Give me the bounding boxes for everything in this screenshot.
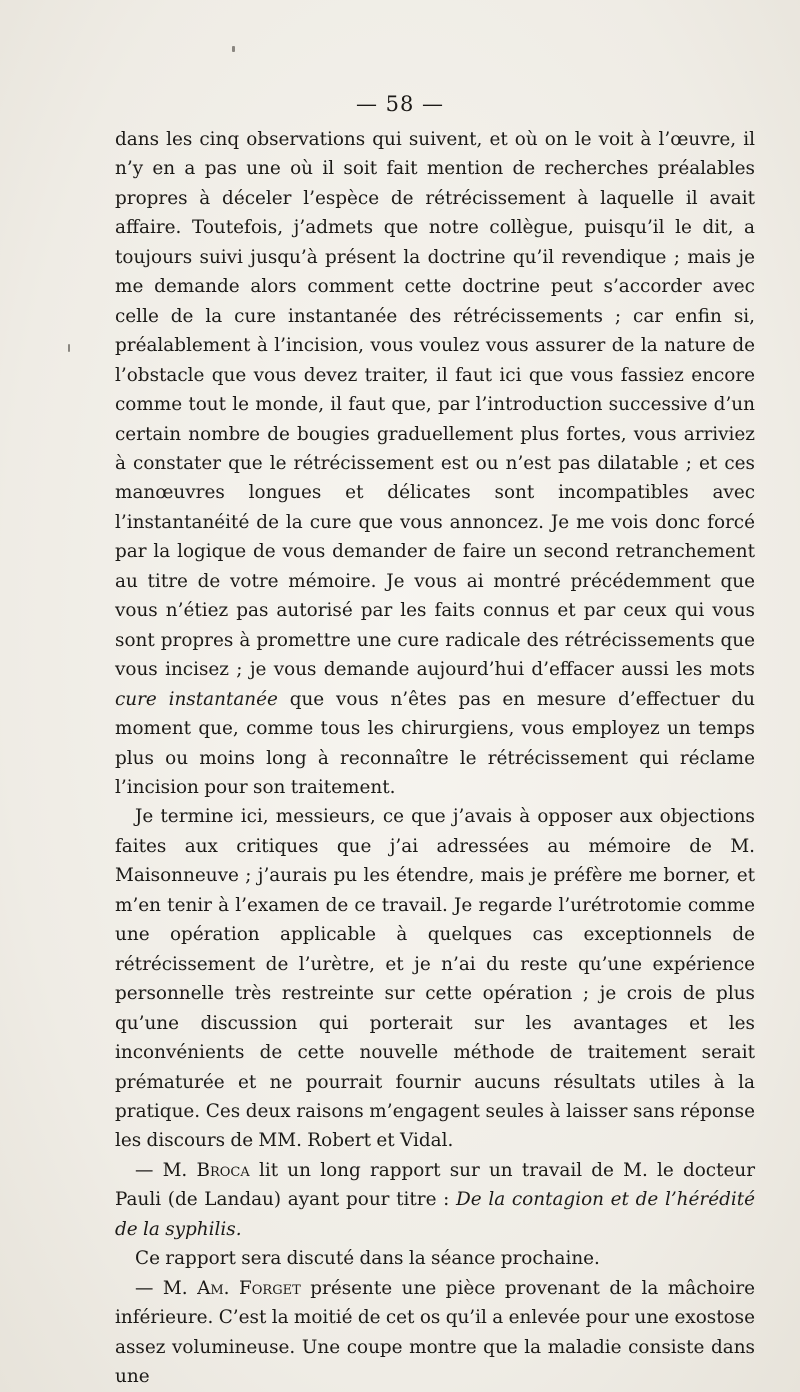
page-number: — 58 — [355,92,445,116]
paragraph: dans les cinq observations qui suivent, et où on le voit à l’œuvre, il n’y en a pas une où il soit fait mention de recherches préalables propres à déceler l’espèce de rétrécissement à laquelle il avait affaire. Toutefois, j’admets que notre collègue, puisqu’il le dit, a toujours suivi jusqu’à présent la doctrine qu’il revendique ; mais je me demande alors comment cette doctrine peut s’accorder avec celle de la cure instantanée des rétrécissements ; car enfin si, préalablement à l’incision, vous voulez vous assurer de la nature de l’obstacle que vous devez traiter, il faut ici que vous fassiez encore comme tout le monde, il faut que, par l’introduction successive d’un certain nombre de bougies graduellement plus fortes, vous arriviez à constater que le rétrécissement est ou n’est pas dilatable ; et ces manœuvres longues et délicates sont incompatibles avec l’instantanéité de la cure que vous annoncez. Je me vois donc forcé par la logique de vous demander de faire un second retranchement au titre de votre mémoire. Je vous ai montré précédemment que vous n’étiez pas autorisé par les faits connus et par ceux qui vous sont propres à promettre une cure radicale des rétrécissements que vous incisez ; je vous demande aujourd’hui d’effacer aussi les mots cure instantanée que vous n’êtes pas en mesure d’effectuer du moment que, comme tous les chirurgiens, vous employez un temps plus ou moins long à reconnaître le rétrécissement qui réclame l’incision pour son traitement. [115,129,755,798]
ink-speck [232,46,235,52]
speaker-name: Broca [196,1159,250,1181]
paragraph: Ce rapport sera discuté dans la séance prochaine. [135,1248,600,1270]
body-text [115,125,755,1391]
paragraph: — M. Am. Forget présente une pièce provenant de la mâchoire inférieure. C’est la moitié de cet os qu’il a enlevée pour une exostose assez volumineuse. Une coupe montre que la maladie consiste dans une [115,1277,755,1388]
paragraph: — M. Broca lit un long rapport sur un travail de M. le docteur Pauli (de Landau) ayant pour titre : De la contagion et de l’hérédité de la syphilis. [115,1159,755,1240]
speaker-name: Am. Forget [197,1277,301,1299]
italic-phrase: cure instantanée [115,688,278,710]
ink-speck [68,344,70,352]
work-title: De la contagion et de l’hérédité de la syphilis. [115,1189,755,1240]
paragraph: Je termine ici, messieurs, ce que j’avais à opposer aux objections faites aux critiques que j’ai adressées au mémoire de M. Maisonneuve ; j’aurais pu les étendre, mais je préfère me borner, et m’en tenir à l’examen de ce travail. Je regarde l’urétrotomie comme une opération applicable à quelques cas exceptionnels de rétrécissement de l’urètre, et je n’ai du reste qu’une expérience personnelle très restreinte sur cette opération ; je crois de plus qu’une discussion qui porterait sur les avantages et les inconvénients de cette nouvelle méthode de traitement serait prématurée et ne pourrait fournir aucuns résultats utiles à la pratique. Ces deux raisons m’engagent seules à laisser sans réponse les discours de MM. Robert et Vidal. [115,806,755,1152]
